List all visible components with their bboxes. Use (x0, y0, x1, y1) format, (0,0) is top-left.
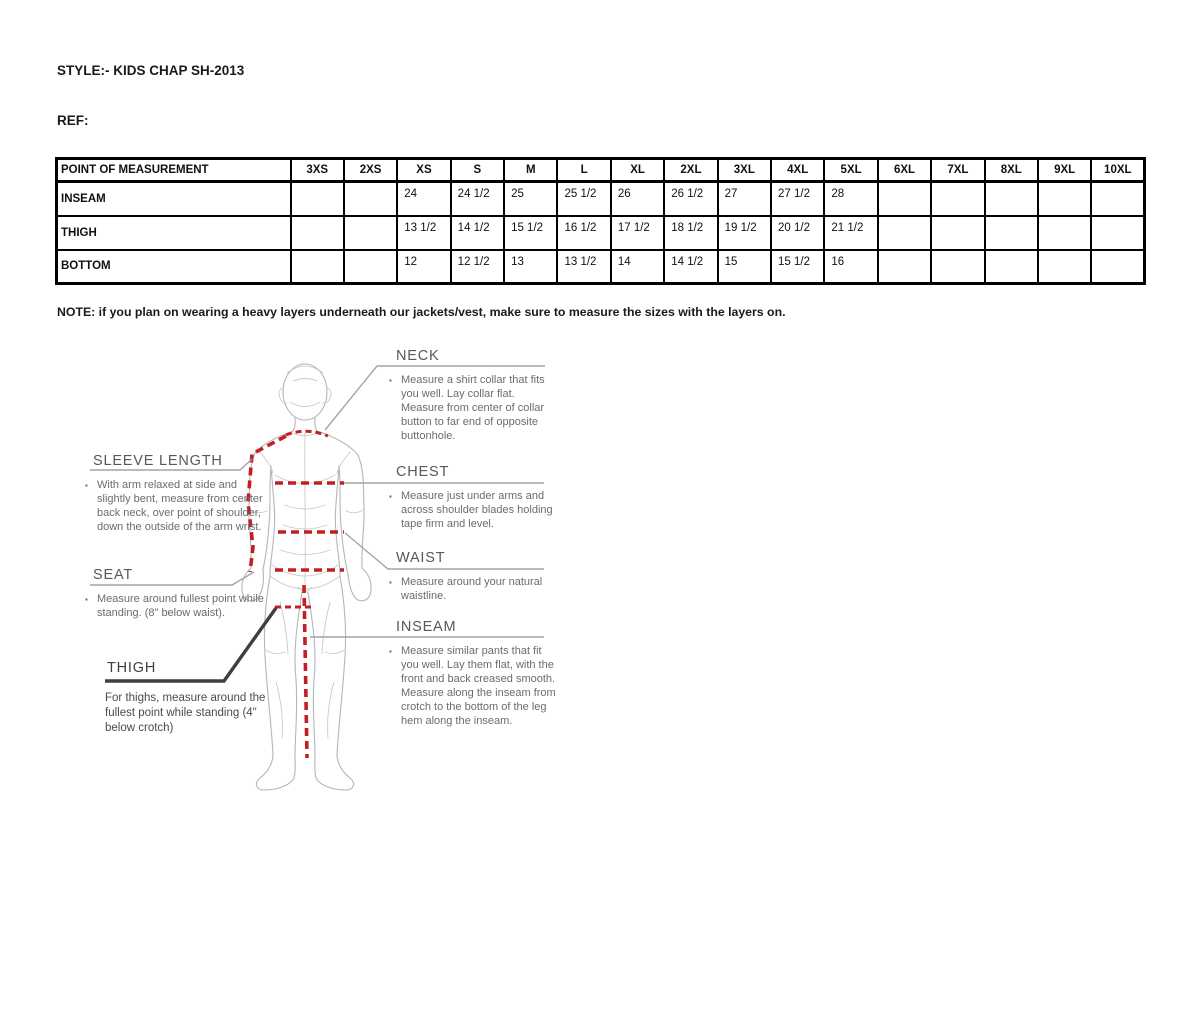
size-cell (1038, 250, 1091, 284)
size-cell: 13 (504, 250, 557, 284)
table-row (57, 250, 1145, 284)
size-cell: 14 (611, 250, 664, 284)
column-header: 4XL (771, 159, 824, 182)
size-cell (1091, 216, 1144, 250)
size-cell (985, 182, 1038, 216)
sleeve-length-description: With arm relaxed at side and slightly bent, measure from center back neck, over point of shoulder, down the outside of the arm wrist. (97, 479, 263, 533)
column-header: 6XL (878, 159, 931, 182)
section-neck (386, 348, 556, 443)
size-cell: 15 1/2 (504, 216, 557, 250)
thigh-heading: THIGH (107, 660, 157, 676)
size-cell: 12 (397, 250, 450, 284)
section-seat (85, 567, 267, 620)
size-cell (931, 182, 984, 216)
size-cell: 24 1/2 (451, 182, 504, 216)
table-row (57, 182, 1145, 216)
bullet-icon: ▪ (389, 376, 392, 385)
size-cell: 15 1/2 (771, 250, 824, 284)
seat-heading: SEAT (93, 567, 133, 583)
waist-description: Measure around your natural waistline. (401, 576, 543, 602)
size-cell: 25 (504, 182, 557, 216)
size-cell: 13 1/2 (397, 216, 450, 250)
size-cell: 24 (397, 182, 450, 216)
bullet-icon: ▪ (389, 578, 392, 587)
inseam-measure-line (304, 585, 307, 758)
size-cell (291, 250, 344, 284)
column-header: 10XL (1091, 159, 1144, 182)
neck-description: Measure a shirt collar that fits you well. Lay collar flat. Measure from center of collar button to far end of opposite buttonhole. (401, 374, 545, 442)
row-label: THIGH (57, 216, 291, 250)
section-waist (386, 550, 556, 603)
section-sleeve-length (85, 453, 267, 534)
size-cell: 12 1/2 (451, 250, 504, 284)
column-header: 3XL (718, 159, 771, 182)
size-cell (1038, 182, 1091, 216)
size-cell (931, 216, 984, 250)
column-header: XL (611, 159, 664, 182)
size-table (55, 157, 1146, 285)
size-cell: 27 1/2 (771, 182, 824, 216)
bullet-icon: ▪ (85, 481, 88, 490)
chest-description: Measure just under arms and across shoulder blades holding tape firm and level. (401, 490, 553, 530)
column-header: S (451, 159, 504, 182)
section-chest (386, 464, 556, 531)
column-header: XS (397, 159, 450, 182)
column-header: M (504, 159, 557, 182)
chest-heading: CHEST (396, 464, 450, 480)
size-cell (344, 182, 397, 216)
inseam-heading: INSEAM (396, 619, 457, 635)
sleeve-length-heading: SLEEVE LENGTH (93, 453, 223, 469)
column-header: 3XS (291, 159, 344, 182)
size-cell: 14 1/2 (451, 216, 504, 250)
column-header: 2XL (664, 159, 717, 182)
size-cell: 16 (824, 250, 877, 284)
column-header: L (557, 159, 610, 182)
size-cell (878, 250, 931, 284)
size-cell (344, 250, 397, 284)
thigh-description: For thighs, measure around the fullest point while standing (4" below crotch) (105, 692, 266, 734)
row-label: INSEAM (57, 182, 291, 216)
column-header: 9XL (1038, 159, 1091, 182)
section-inseam (386, 619, 556, 728)
ref-label: REF: (57, 113, 89, 128)
size-cell: 21 1/2 (824, 216, 877, 250)
size-cell (931, 250, 984, 284)
size-cell: 20 1/2 (771, 216, 824, 250)
size-cell: 16 1/2 (557, 216, 610, 250)
row-label: BOTTOM (57, 250, 291, 284)
size-cell: 25 1/2 (557, 182, 610, 216)
bullet-icon: ▪ (85, 595, 88, 604)
section-thigh (105, 660, 285, 736)
size-cell (878, 182, 931, 216)
column-header: 7XL (931, 159, 984, 182)
size-cell (1091, 250, 1144, 284)
neck-heading: NECK (396, 348, 440, 364)
note-text: NOTE: if you plan on wearing a heavy layers underneath our jackets/vest, make sure to measure the sizes with the layers on. (57, 305, 786, 319)
size-cell: 13 1/2 (557, 250, 610, 284)
style-title: STYLE:- KIDS CHAP SH-2013 (57, 63, 245, 78)
size-cell: 15 (718, 250, 771, 284)
size-cell: 28 (824, 182, 877, 216)
column-header: 2XS (344, 159, 397, 182)
size-cell: 19 1/2 (718, 216, 771, 250)
size-cell (344, 216, 397, 250)
size-cell (878, 216, 931, 250)
table-row (57, 216, 1145, 250)
size-cell: 26 (611, 182, 664, 216)
measurement-diagram (80, 340, 556, 800)
waist-heading: WAIST (396, 550, 446, 566)
size-cell (985, 216, 1038, 250)
column-header: 8XL (985, 159, 1038, 182)
column-header: POINT OF MEASUREMENT (57, 159, 291, 182)
bullet-icon: ▪ (389, 647, 392, 656)
size-cell (985, 250, 1038, 284)
size-cell: 26 1/2 (664, 182, 717, 216)
size-cell: 18 1/2 (664, 216, 717, 250)
size-cell: 14 1/2 (664, 250, 717, 284)
column-header: 5XL (824, 159, 877, 182)
size-cell (1091, 182, 1144, 216)
seat-description: Measure around fullest point while standing. (8" below waist). (97, 593, 264, 619)
size-cell: 17 1/2 (611, 216, 664, 250)
bullet-icon: ▪ (389, 492, 392, 501)
size-cell: 27 (718, 182, 771, 216)
size-cell (291, 182, 344, 216)
inseam-description: Measure similar pants that fit you well. Lay them flat, with the front and back creased smooth. Measure along the inseam from crotch to the bottom of the leg hem along the inseam. (401, 645, 556, 727)
size-cell (1038, 216, 1091, 250)
size-cell (291, 216, 344, 250)
